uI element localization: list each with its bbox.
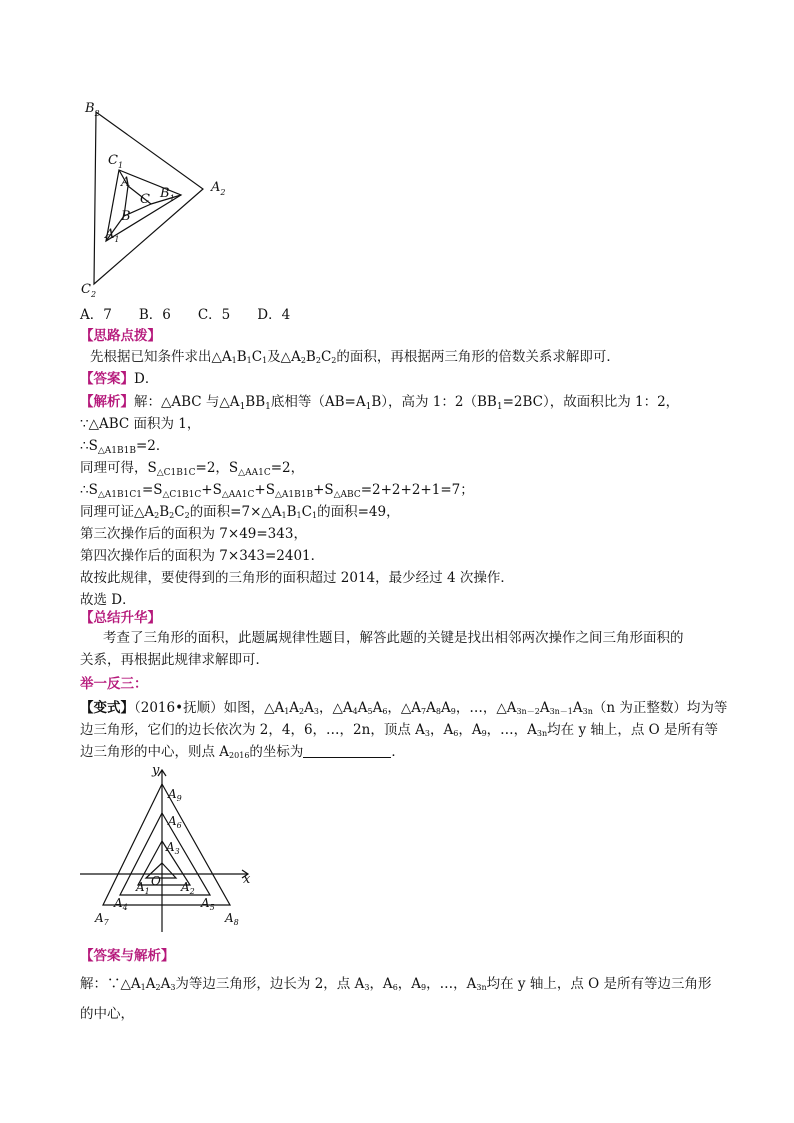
- summary-heading: 【总结升华】: [80, 610, 161, 626]
- label-a4: $A_4$: [114, 896, 128, 912]
- label-c2: $C_2$: [81, 282, 97, 299]
- analysis-line-10: 故选 D．: [80, 592, 136, 608]
- label-a6: $A_6$: [168, 814, 182, 830]
- analysis-line-4: 同理可得，$S_{\triangle C1B1C}=2$，$S_{\triangle AA1C}=2$，: [80, 460, 305, 478]
- solution-line-1: 解：∵△A1A2A3为等边三角形，边长为 2，点 A3，A6，A9，…，A3n均在 y 轴上，点 O 是所有等边三角形: [80, 976, 712, 992]
- label-a5: $A_5$: [201, 896, 215, 912]
- variant-line-2: 边三角形，它们的边长依次为 2，4，6，…，2n，顶点 A3，A6，A9，…，A3n均在 y 轴上，点 O 是所有等: [80, 722, 719, 738]
- label-b: B: [121, 209, 131, 224]
- figure-triangles: [78, 96, 238, 301]
- label-c1: $C_1$: [108, 153, 124, 170]
- solution-line-2: 的中心，: [80, 1006, 134, 1022]
- label-a2: $A_2$: [181, 880, 195, 896]
- answer-options: A．7 B．6 C．5 D．4: [80, 307, 291, 323]
- hint-heading: 【思路点拨】: [80, 328, 161, 344]
- label-a8: $A_8$: [225, 911, 239, 927]
- figure-coordinate-triangles: [80, 762, 260, 934]
- label-c: C: [140, 192, 150, 207]
- analysis-line-1: 【解析】解：△ABC 与$\triangle A_1BB_1$底相等$(AB=A_1B)$，高为 1：$2(BB_1=2BC)$，故面积比为 1：2，: [80, 394, 680, 412]
- label-x-axis: x: [243, 872, 251, 887]
- label-a3: $A_3$: [166, 840, 180, 856]
- label-y-axis: y: [152, 763, 160, 778]
- answer-line: 【答案】D．: [80, 371, 159, 387]
- label-a: A: [121, 175, 131, 190]
- label-origin: O: [151, 874, 161, 888]
- analysis-line-6: 同理可证△A2B2C2的面积=7×△A1B1C1的面积=49，: [80, 504, 400, 520]
- solution-heading: 【答案与解析】: [80, 948, 175, 964]
- analysis-line-3: $\therefore S_{\triangle A1B1B}=2$．: [80, 438, 170, 456]
- summary-line-2: 关系，再根据此规律求解即可．: [80, 652, 269, 668]
- label-a1: $A_1$: [136, 880, 150, 896]
- analysis-line-7: 第三次操作后的面积为 7×49=343，: [80, 526, 307, 542]
- analysis-line-2: ∵△ABC 面积为 1，: [80, 416, 201, 432]
- variant-line-3: 边三角形的中心，则点 A2016的坐标为 ．: [80, 744, 405, 760]
- label-a2: $A_2$: [211, 180, 226, 197]
- practice-heading: 举一反三：: [80, 676, 148, 692]
- hint-text: 先根据已知条件求出△A1B1C1及△A2B2C2的面积，再根据两三角形的倍数关系求解即可．: [90, 349, 620, 365]
- label-b1: $B_1$: [160, 186, 175, 203]
- summary-line-1: 考查了三角形的面积，此题属规律性题目，解答此题的关键是找出相邻两次操作之间三角形面积的: [103, 630, 684, 646]
- answer-blank[interactable]: [303, 743, 391, 758]
- analysis-line-5: $\therefore S_{\triangle A1B1C1}=S_{\triangle C1B1C}+S_{\triangle AA1C}+S_{\triangle A1B1B}+S_{\triangle ABC}=2+2+2+1=7$；: [80, 482, 474, 500]
- analysis-line-9: 故按此规律，要使得到的三角形的面积超过 2014，最少经过 4 次操作．: [80, 570, 514, 586]
- label-a7: $A_7$: [95, 911, 109, 927]
- analysis-line-8: 第四次操作后的面积为 7×343=2401．: [80, 548, 325, 564]
- label-a1: $A_1$: [105, 227, 120, 244]
- variant-line-1: 【变式】（2016•抚顺）如图，△A1A2A3，△A4A5A6，△A7A8A9，…，△A3n－2A3n－1A3n（n 为正整数）均为等: [80, 700, 728, 716]
- label-a9: $A_9$: [168, 787, 182, 803]
- label-b2: $B_2$: [85, 101, 100, 118]
